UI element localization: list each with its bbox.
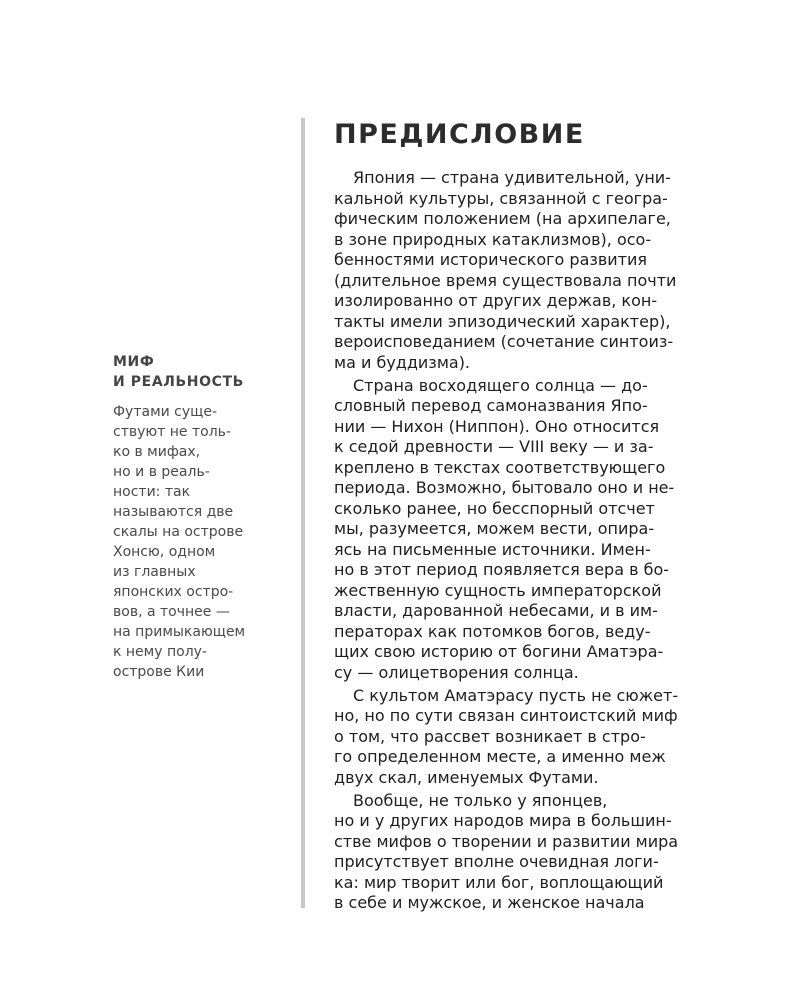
text-line: су — олицетворения солнца. [334,662,579,682]
sidebar-text-line: Хонсю, одном [113,544,216,560]
text-line: Вообще, не только у японцев, [353,790,608,810]
text-line: двух скал, именуемых Футами. [334,767,599,787]
text-line: кальной культуры, связанной с геогра- [334,188,668,208]
sidebar-title-line: И РЕАЛЬНОСТЬ [113,374,244,390]
text-line: С культом Аматэрасу пусть не сюжет- [353,685,679,705]
text-line: стве мифов о творении и развитии мира [334,831,679,851]
text-line: власти, дарованной небесами, и в им- [334,601,658,620]
sidebar-text-line: называются две [113,504,234,520]
sidebar-text-line: ствуют не толь- [113,424,231,440]
text-line: нии — Нихон (Ниппон). Оно относится [334,416,660,436]
sidebar-text [113,402,285,682]
text-line: щих свою историю от богини Аматэра- [334,642,664,661]
sidebar-text-line: скалы на острове [113,524,244,540]
text-line: но, но по сути связан синтоистский миф [334,706,678,725]
main-content [334,118,726,916]
text-line: жественную сущность императорской [334,580,662,600]
paragraph [334,686,726,789]
text-line: бенностями исторического развития [334,250,648,269]
paragraph [334,168,726,373]
text-line: но и у других народов мира в большин- [334,811,672,830]
sidebar-title-line: МИФ [113,354,155,370]
paragraph [334,376,726,684]
text-line: в зоне природных катаклизмов), осо- [334,229,652,249]
text-line: ператорах как потомков богов, веду- [334,621,651,641]
paragraph [334,791,726,914]
text-line: сколько ранее, но бесспорный отсчет [334,498,655,518]
text-line: периода. Возможно, бытовало оно и не- [334,478,675,497]
page-title: ПРЕДИСЛОВИЕ [334,119,585,150]
text-line: (длительное время существовала почти [334,270,677,290]
text-line: о том, что рассвет возникает в стро- [334,726,646,746]
text-line: к седой древности — VIII веку — и за- [334,437,654,456]
text-line: в себе и мужское, и женское начала [334,893,645,912]
text-line: Страна восходящего солнца — до- [353,375,648,395]
text-line: словный перевод самоназвания Япо- [334,396,648,415]
sidebar-text-line: вов, а точнее — [113,604,230,620]
text-line: фическим положением (на архипелаге, [334,209,671,228]
sidebar-text-line: японских остро- [113,584,234,600]
text-line: присутствует вполне очевидная логи- [334,852,659,871]
text-line: ка: мир творит или бог, воплощающий [334,872,664,892]
text-line: ма и буддизма). [334,352,471,372]
text-line: вероисповеданием (сочетание синтоиз- [334,332,674,351]
text-line: креплено в текстах соответствующего [334,457,666,477]
sidebar-text-line: острове Кии [113,664,205,680]
text-line: изолированно от других держав, кон- [334,291,658,310]
vertical-divider [301,118,305,908]
sidebar-text-line: но и в реаль- [113,464,210,480]
sidebar-text-line: ности: так [113,484,191,500]
body-text [334,168,726,914]
text-line: мы, разумеется, можем вести, опира- [334,519,655,538]
sidebar-text-line: из главных [113,564,196,580]
text-line: но в этот период появляется вера в бо- [334,560,670,579]
text-line: ясь на письменные источники. Имен- [334,539,651,559]
text-line: такты имели эпизодический характер), [334,311,671,331]
sidebar-note [113,352,285,682]
text-line: Япония — страна удивительной, уни- [353,168,671,187]
sidebar-text-line: ко в мифах, [113,444,201,460]
sidebar-text-line: на примыкающем [113,624,246,640]
sidebar-text-line: Футами суще- [113,404,218,420]
sidebar-title [113,352,285,392]
sidebar-text-line: к нему полу- [113,644,207,660]
text-line: го определенном месте, а именно меж [334,747,666,766]
